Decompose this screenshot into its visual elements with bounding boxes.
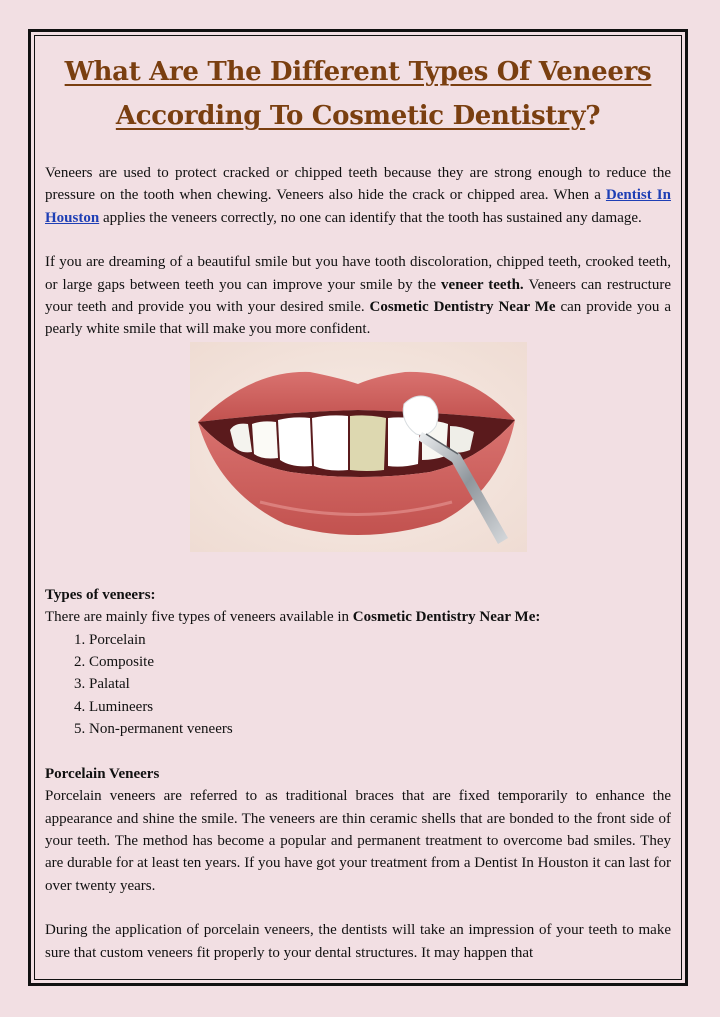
list-item: 3. Palatal [89, 673, 671, 695]
dentist-in-houston-link[interactable]: Dentist In Houston [45, 187, 671, 226]
smile-text-mid: Veneers can restructure your teeth and provide you with your desired smile. [45, 276, 671, 316]
intro-text-start: Veneers are used to protect cracked or chipped teeth because they are strong enough to reduce the pressure on the tooth when chewing. Veneers also hide the crack or chipped area. When a [45, 165, 671, 204]
intro-text-end: applies the veneers correctly, no one can identify that the tooth has sustained any damage. [99, 209, 642, 226]
porcelain-heading: Porcelain Veneers [45, 765, 160, 782]
types-intro-text: There are mainly five types of veneers available in [45, 609, 353, 626]
list-item: 1. Porcelain [89, 629, 671, 651]
list-item: 5. Non-permanent veneers [89, 718, 671, 740]
intro-paragraph [45, 162, 671, 229]
title-line-1: What Are The Different Types Of Veneers [64, 57, 652, 87]
types-intro [45, 606, 671, 628]
page-title [45, 50, 671, 138]
porcelain-paragraph-2: During the application of porcelain veneers, the dentists will take an impression of your teeth to make sure that custom veneers fit properly to your dental structures. It may happen that [45, 922, 671, 961]
porcelain-paragraph-1: Porcelain veneers are referred to as traditional braces that are fixed temporarily to enhance the appearance and shine the smile. The veneers are thin ceramic shells that are bonded to the front side of your teeth. The method has become a popular and permanent treatment to overcome bad smiles. They are durable for at least ten years. If you have got your treatment from a Dentist In Houston it can last for over twenty years. [45, 788, 671, 894]
smile-paragraph [45, 251, 671, 341]
title-line-2: According To Cosmetic Dentistry [115, 101, 586, 131]
smile-text-start: If you are dreaming of a beautiful smile but you have tooth discoloration, chipped teeth, crooked teeth, or large gaps between teeth you can improve your smile by the [45, 254, 671, 293]
types-heading: Types of veneers: [45, 586, 156, 603]
list-item: 4. Lumineers [89, 696, 671, 718]
smile-illustration [190, 342, 527, 552]
types-intro-bold: Cosmetic Dentistry Near Me: [352, 609, 541, 626]
cosmetic-dentistry-bold: Cosmetic Dentistry Near Me [369, 299, 556, 316]
title-question-mark: ? [585, 101, 601, 131]
veneer-smile-image [190, 342, 527, 552]
smile-text-end: can provide you a pearly white smile that will make you more confident. [45, 299, 671, 338]
veneer-types-list [45, 629, 671, 741]
veneer-teeth-bold: veneer teeth. [441, 276, 524, 293]
page-inner-border [34, 35, 682, 980]
list-item: 2. Composite [89, 651, 671, 673]
document-content [45, 50, 671, 964]
page-border [28, 29, 688, 986]
